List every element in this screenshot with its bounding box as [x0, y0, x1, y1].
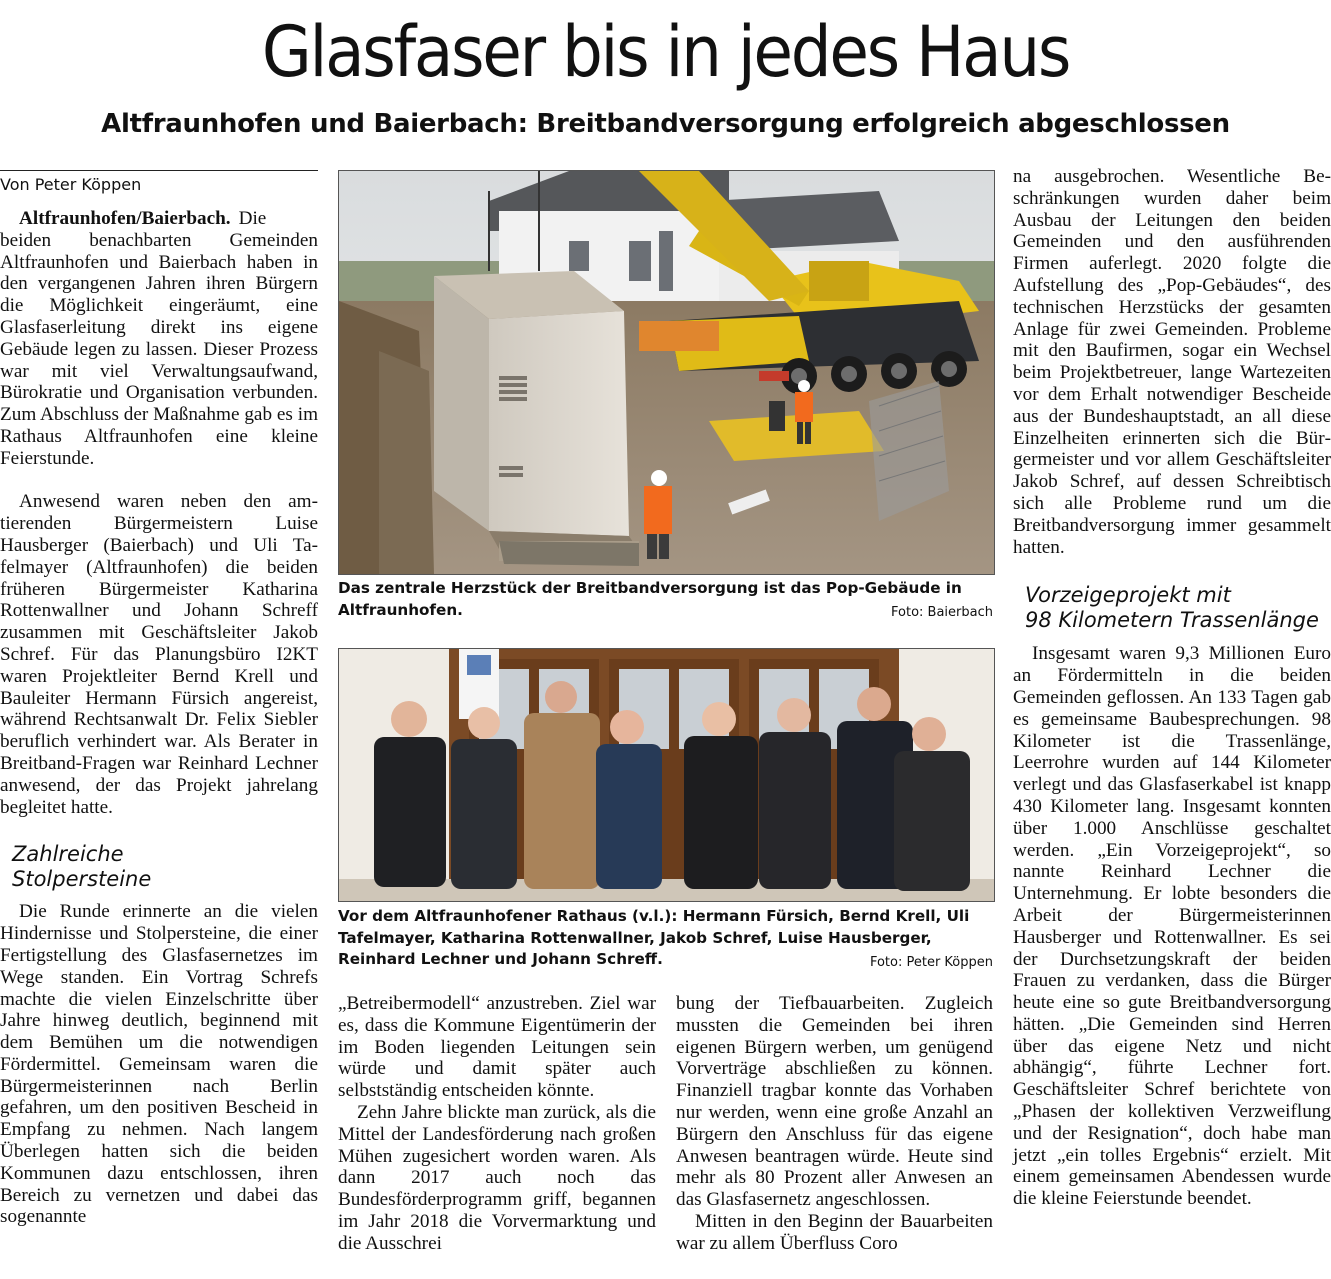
construction-photo-image	[339, 171, 994, 574]
subtitle-line: Vorzeigeprojekt mit	[1025, 583, 1231, 608]
group-photo-image	[339, 649, 994, 901]
byline: Von Peter Köppen	[0, 175, 142, 194]
subtitle-line: 98 Kilometern Trassenlänge	[1025, 608, 1319, 633]
byline-rule	[0, 170, 318, 171]
headline: Glasfaser bis in jedes Haus	[261, 11, 1070, 93]
paragraph-text: Die beiden benachbarten Gemeinden Altfraunhofen und Baierbach haben in den vergangenen Jahren ihren Bürgern die Möglichkeit eingeräumt, eine Glasfaserleitung direkt ins eigene Gebäude legen zu lassen. Dieser Prozess war mit viel Verwaltungsaufwand, Bürokratie und Organisation verbunden. Zum Abschluss der Maßnahme gab es im Rathaus Altfraunhofen eine kleine Feierstunde.	[0, 208, 318, 469]
paragraph: bung der Tiefbauarbeiten. Zugleich mussten die Gemeinden bei ihren eigenen Bürgern werben, um genügend Vorverträge abschließen zu können. Finanziell tragbar konnte das Vorhaben nur werden, wenn eine große Anzahl an Bürgern den Anschluss für das eigene Anwesen beantragen würde. Heute sind mehr als 80 Prozent aller Anwesen an das Glasfasernetz angeschlossen.	[676, 993, 993, 1211]
section-subtitle	[1013, 583, 1331, 633]
column-1	[0, 170, 318, 1228]
photo-caption-2: Vor dem Altfraunhofener Rathaus (v.l.): Hermann Fürsich, Bernd Krell, Uli Tafelmayer, Katharina Rottenwallner, Jakob Schref, Luise Hausberger, Reinhard Lechner und Johann Schreff.	[338, 907, 970, 968]
paragraph	[0, 208, 318, 470]
subtitle-line: Stolpersteine	[12, 867, 152, 892]
photo-caption-1: Das zentrale Herzstück der Breitbandversorgung ist das Pop-Gebäude in Altfraunhofen.	[338, 579, 962, 619]
paragraph: Zehn Jahre blickte man zurück, als die Mittel der Landesförderung nach großen Mühen zugesichert worden waren. Als dann 2017 auch noch das Bundesförderprogramm griff, begannen im Jahr 2018 die Vorvermarktung und die Ausschrei	[338, 1101, 656, 1254]
column-3	[676, 993, 993, 1255]
subheadline: Altfraunhofen und Baierbach: Breitbandversorgung erfolgreich abgeschlossen	[101, 109, 1230, 139]
paragraph: Mitten in den Beginn der Bauarbeiten war zu allem Überfluss Coro	[676, 1210, 993, 1254]
paragraph: na ausgebrochen. Wesentliche Beschränkungen wurden daher beim Ausbau der Leitungen den beiden Gemeinden und den ausführenden Firmen auferlegt. 2020 folgte die Aufstellung des „Pop-Gebäudes“, des technischen Herzstücks der gesamten Anlage für zwei Gemeinden. Probleme mit den Baufirmen, sogar ein Wechsel beim Projektbetreuer, lange Wartezeiten vor dem Erhalt notwendiger Bescheide aus der Bundeshauptstadt, an all diese Einzelheiten erinnerten sich die Bürgermeister und vor allem Geschäftsleiter Jakob Schref, auf dessen Schreibtisch sich alle Probleme rund um die Breitbandversorgung immer gesammelt hatten.	[1013, 166, 1331, 558]
paragraph: Die Runde erinnerte an die vielen Hindernisse und Stolpersteine, die einer Fertigstellung des Glasfasernetzes im Wege standen. Ein Vortrag Schrefs machte die vielen Einzelschritte über Jahre hinweg deutlich, beginnend mit dem Bemühen um die notwendigen Fördermittel. Gemeinsam waren die Bürgermeisterinnen nach Berlin gefahren, um den positiven Bescheid in Empfang zu nehmen. Nach langem Überlegen hatten sich die beiden Kommunen dazu entschlossen, ihren Bereich zu vernetzen und dabei das sogenannte	[0, 901, 318, 1228]
photo-credit-2: Foto: Peter Köppen	[869, 955, 993, 970]
photo-group	[338, 648, 995, 902]
subtitle-line: Zahlreiche	[12, 842, 124, 867]
photo-pop-building	[338, 170, 995, 575]
photo-credit-1: Foto: Baierbach	[891, 605, 993, 620]
column-4	[1013, 166, 1331, 1210]
paragraph: Anwesend waren neben den amtierenden Bürgermeistern Luise Hausberger (Baierbach) und Uli Tafelmayer (Altfraunhofen) die beiden früheren Bürgermeister Katharina Rottenwallner und Johann Schreff zusammen mit Geschäftsleiter Jakob Schref. Für das Planungsbüro I2KT waren Projektleiter Bernd Krell und Bauleiter Hermann Fürsich angereist, während Rechtsanwalt Dr. Felix Siebler beruflich verhindert war. Als Berater in Breitband-Fragen war Reinhard Lechner anwesend, der das Projekt jahrelang begleitet hatte.	[0, 491, 318, 818]
column-2	[338, 993, 656, 1255]
section-subtitle	[0, 842, 318, 892]
paragraph: Insgesamt waren 9,3 Millionen Euro an Fördermitteln in die beiden Gemeinden geflossen. An 133 Tagen gab es gemeinsame Baubesprechungen. 98 Kilometer ist die Trassenlänge, Leerrohre wurden auf 144 Kilometer verlegt und das Glasfaserkabel ist knapp 430 Kilometer lang. Insgesamt konnten über 1.000 Anschlüsse geschaltet werden. „Ein Vorzeigeprojekt“, so nannte Reinhard Lechner die Unternehmung. Er lobte besonders die Arbeit der Bürgermeisterinnen Hausberger und Rottenwallner. Es sei der Durchsetzungskraft der beiden Frauen zu verdanken, dass die Bürger heute eine so gute Breitbandversorgung hätten. „Die Gemeinden sind Herren über das eigene Netz und nicht abhängig“, führte Lechner fort. Geschäftsleiter Schref berichtete von „Phasen der kollektiven Verzweiflung und der Resignation“, doch habe man jetzt „ein tolles Ergebnis“ erzielt. Mit einem gemeinsamen Abendessen wurde die kleine Feierstunde beendet.	[1013, 643, 1331, 1210]
paragraph: „Betreibermodell“ anzustreben. Ziel war es, dass die Kommune Eigentümerin der im Boden liegenden Leitungen sein würde und damit später auch selbstständig entscheiden könnte.	[338, 993, 656, 1102]
dateline: Altfraunhofen/Baierbach.	[19, 208, 231, 229]
